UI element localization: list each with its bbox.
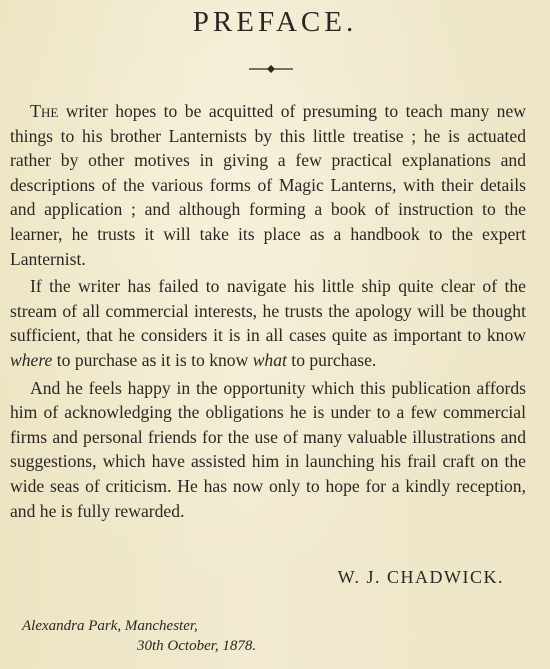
- page-title: PREFACE.: [192, 6, 358, 38]
- paragraph-3: And he feels happy in the opportunity which this publication affords him of acknowledging the obligations he is under to a few commercial firms and personal friends for the use of many valuable illustrations and suggestions, which have assisted him in launching his frail craft on the wide seas of criticism. He has now only to hope for a kindly reception, and he is fully rewarded.: [10, 377, 526, 521]
- paragraph-2: [10, 274, 526, 372]
- preface-body: [10, 99, 526, 526]
- date-line: 30th October, 1878.: [137, 638, 257, 654]
- author-signature: W. J. CHADWICK.: [337, 567, 504, 587]
- paragraph-1-lead: The: [30, 101, 59, 121]
- paragraph-2-text-a: If the writer has failed to navigate his little ship quite clear of the stream of all commercial interests, he trusts the apology will be thought sufficient, that he considers it is in all cases quite as important to know: [10, 276, 526, 346]
- place-and-date: [22, 616, 256, 656]
- paragraph-1: [10, 99, 526, 271]
- place-line: Alexandra Park, Manchester,: [22, 618, 198, 634]
- paragraph-2-text-b: to purchase as it is to know: [52, 349, 253, 370]
- ornament-divider-icon: [248, 62, 294, 76]
- paragraph-1-text: writer hopes to be acquitted of presuming to teach many new things to his brother Lanternists by this little treatise ; he is actuated rather by other motives in giving a few practical explanations and descriptions of the various forms of Magic Lanterns, with their details and application ; and although forming a book of instruction to the learner, he trusts it will take its place as a handbook to the expert Lanternist.: [10, 101, 526, 269]
- emphasis-what: what: [252, 349, 287, 370]
- emphasis-where: where: [10, 349, 53, 370]
- paragraph-2-text-c: to purchase.: [286, 349, 377, 370]
